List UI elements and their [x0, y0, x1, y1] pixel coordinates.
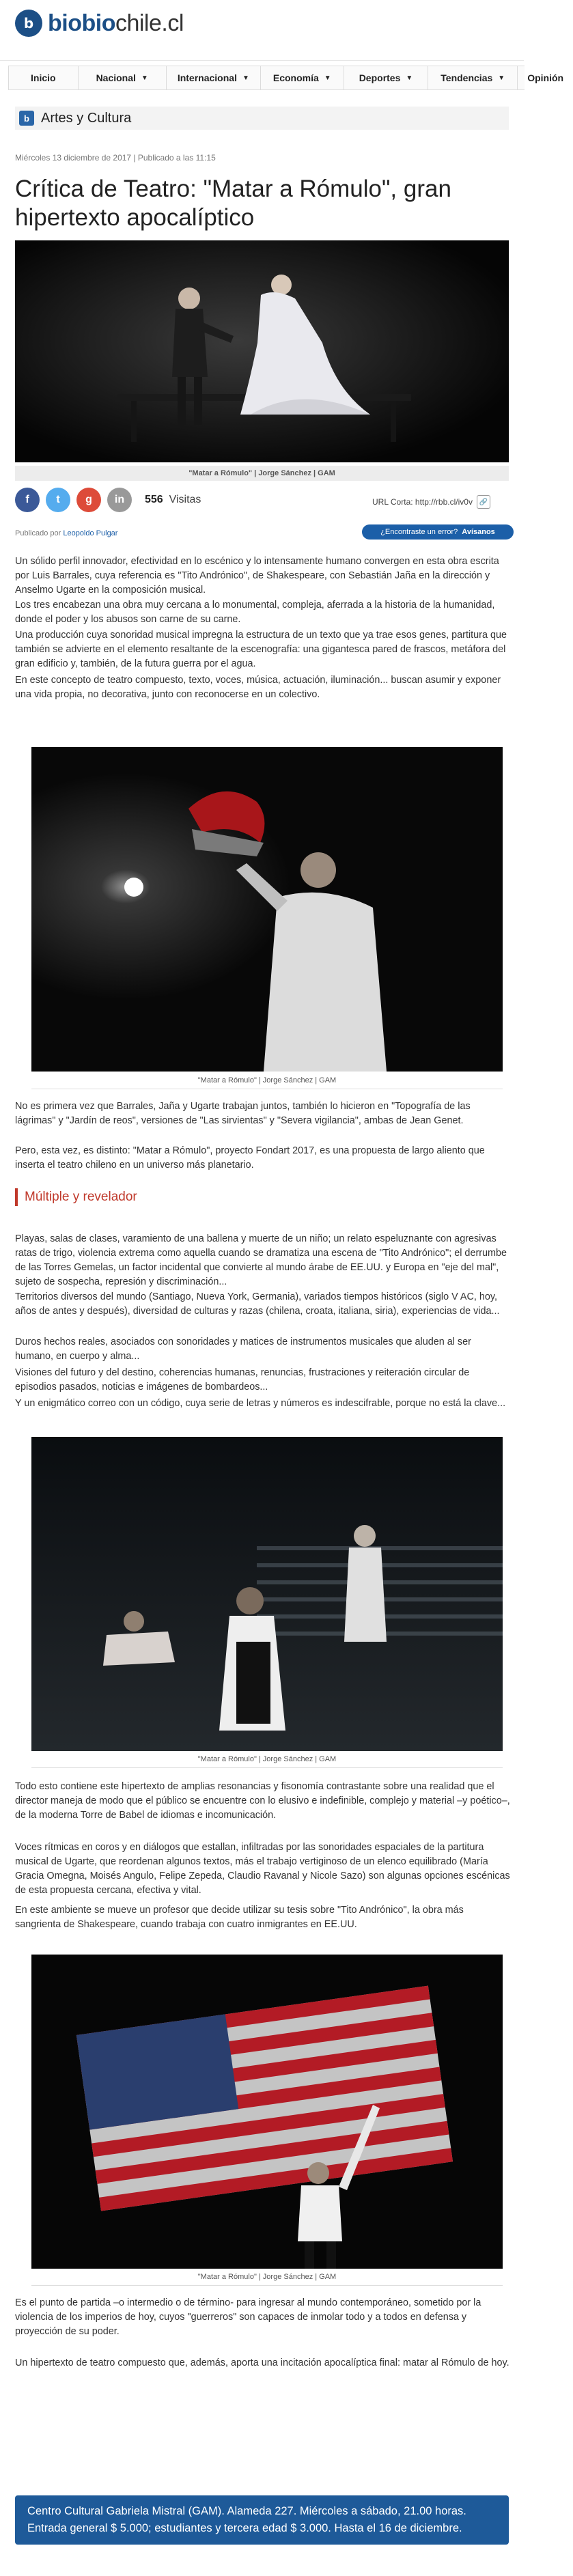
nav-item-opinion[interactable]: [518, 66, 573, 89]
hero-caption: "Matar a Rómulo" | Jorge Sánchez | GAM: [15, 466, 509, 481]
chevron-down-icon: ▼: [406, 74, 413, 82]
logo-icon: b: [15, 10, 42, 37]
short-url-text[interactable]: URL Corta: http://rbb.cl/iv0v: [372, 497, 473, 507]
linkedin-share-button[interactable]: [107, 488, 132, 512]
twitter-icon: t: [56, 494, 60, 505]
article-subheading: Múltiple y revelador: [15, 1188, 520, 1206]
hero-photo: [15, 240, 509, 462]
article-paragraph: Un sólido perfil innovador, efectividad en lo escénico y lo intensamente humano convergen en esta obra escrita por Luis Barrales, cuya referencia es "Tito Andrónico", de Shakespeare, con Sebastián Jaña en la dirección y Anselmo Ugarte en la composición musical.: [15, 556, 499, 596]
article-photo-2: [31, 1437, 503, 1751]
article-paragraph: Una producción cuya sonoridad musical impregna la estructura de un texto que ya trae esos genes, partitura que también se advierte en el elemento resaltante de la escenografía: una gigantesca pared de frascos, metáfora del gran edificio y, también, de la futura guerra por el agua.: [15, 630, 507, 669]
article-date: Miércoles 13 diciembre de 2017 | Publicado a las 11:15: [15, 153, 216, 163]
nav-item-label: Deportes: [359, 72, 401, 83]
section-title[interactable]: Artes y Cultura: [41, 110, 132, 126]
linkedin-icon: in: [114, 494, 125, 505]
nav-item-label: Inicio: [31, 72, 56, 83]
site-header: [0, 0, 524, 61]
nav-item-label: Opinión: [527, 72, 564, 83]
chevron-down-icon: ▼: [324, 74, 331, 82]
main-navigation: [8, 66, 564, 90]
nav-item-label: Nacional: [96, 72, 136, 83]
section-icon: b: [19, 111, 34, 126]
facebook-icon: f: [25, 494, 29, 505]
page-bottom: [0, 2545, 524, 2576]
facebook-share-button[interactable]: [15, 488, 40, 512]
article-image-3-caption: "Matar a Rómulo" | Jorge Sánchez | GAM: [31, 2273, 503, 2286]
social-share-bar: [15, 488, 201, 512]
article-paragraph: Duros hechos reales, asociados con sonoridades y matices de instrumentos musicales que aluden al ser humano, en cuerpo y alma...: [15, 1336, 471, 1362]
article-paragraph: En este concepto de teatro compuesto, texto, voces, música, actuación, iluminación... buscan asumir y exponer una vida propia, no decorativa, junto con reconocerse en un colectivo.: [15, 675, 501, 700]
article-image-1-caption: "Matar a Rómulo" | Jorge Sánchez | GAM: [31, 1076, 503, 1089]
logo-text-bio: biobio: [48, 10, 115, 36]
article-paragraph: Playas, salas de clases, varamiento de una ballena y muerte de un niño; un relato espeluznante con agresivas ratas de trigo, violencia extrema como aquella cuando se dramatiza una escena de "Tito Andrónico"; el derrumbe de las Torres Gemelas, un factor incidental que convierte al mundo árabe de EE.UU. y Europa en "eje del mal", sujeto de sospecha, represión y discriminación...: [15, 1233, 507, 1287]
googleplus-share-button[interactable]: [76, 488, 101, 512]
author-link[interactable]: Leopoldo Pulgar: [63, 529, 118, 537]
article-paragraph: Pero, esta vez, es distinto: "Matar a Rómulo", proyecto Fondart 2017, es una propuesta de largo aliento que inserta el teatro chileno en un universo más planetario.: [15, 1145, 485, 1171]
report-error-button[interactable]: [362, 524, 514, 540]
article-image-2-caption: "Matar a Rómulo" | Jorge Sánchez | GAM: [31, 1755, 503, 1768]
article-paragraph: No es primera vez que Barrales, Jaña y Ugarte trabajan juntos, también lo hicieron en "Topografía de las lágrimas" y "Jardín de reos", versiones de "Las sirvientas" y "Severa vigilancia", ambas de Jean Genet.: [15, 1101, 471, 1126]
short-url: [372, 495, 490, 509]
article-photo-3: [31, 1955, 503, 2269]
chevron-down-icon: ▼: [242, 74, 249, 82]
article-title: Crítica de Teatro: "Matar a Rómulo", gran hipertexto apocalíptico: [15, 176, 451, 231]
report-error-question: ¿Encontraste un error?: [380, 528, 458, 536]
chevron-down-icon: ▼: [141, 74, 148, 82]
logo-text: [48, 10, 184, 37]
event-info-box: [15, 2495, 509, 2545]
section-header: [15, 107, 509, 130]
nav-item-internacional[interactable]: [167, 66, 261, 89]
visits-counter: [145, 494, 201, 506]
twitter-share-button[interactable]: [46, 488, 70, 512]
article-image-1: [31, 747, 503, 1072]
article-paragraph: Todo esto contiene este hipertexto de amplias resonancias y fisonomía contrastante sobre una realidad que el director maneja de modo que el público se encuentre con lo elusivo e indefinible, complejo y material –y poético–, de la moderna Torre de Babel de idiomas e incomunicación.: [15, 1781, 510, 1821]
site-logo[interactable]: [15, 10, 184, 37]
visits-label: Visitas: [169, 494, 201, 505]
nav-item-label: Internacional: [177, 72, 237, 83]
article-paragraph: Voces rítmicas en coros y en diálogos que estallan, infiltradas por las sonoridades espaciales de la partitura musical de Ugarte, que reordenan algunos textos, más el trabajo vertiginoso de un elenco equilibrado (María Gracia Omegna, Moisés Angulo, Felipe Zepeda, Claudio Ravanal y Nicole Sazo) son algunas opciones escénicas de esta propuesta cercana, efectiva y vital.: [15, 1842, 510, 1896]
author-line: [15, 529, 117, 537]
nav-item-inicio[interactable]: [9, 66, 79, 89]
article-paragraph: En este ambiente se mueve un profesor que decide utilizar su tesis sobre "Tito Andrónico", la obra más sangrienta de Shakespeare, cuando trabaja con cuatro inmigrantes en EE.UU.: [15, 1905, 464, 1930]
nav-item-tendencias[interactable]: [428, 66, 518, 89]
nav-item-economia[interactable]: [261, 66, 344, 89]
nav-item-label: Economía: [272, 72, 319, 83]
report-error-action: Avísanos: [462, 528, 495, 536]
article-paragraph: Un hipertexto de teatro compuesto que, además, aporta una incitación apocalíptica final: matar al Rómulo de hoy.: [15, 2357, 509, 2368]
article-paragraph: Es el punto de partida –o intermedio o de término- para ingresar al mundo contemporáneo, sometido por la violencia de los imperios de hoy, cuyos "guerreros" son capaces de inmolar todo y a todos en defensa y proyección de su poder.: [15, 2297, 481, 2337]
author-prefix: Publicado por: [15, 529, 61, 537]
article-paragraph: Territorios diversos del mundo (Santiago, Nueva York, Germania), variados tiempos históricos (siglo V AC, hoy, años de antes y después), diversidad de culturas y razas (chilena, croata, italiana, siria), experiencias de vida...: [15, 1291, 500, 1317]
visits-count: 556: [145, 494, 163, 505]
nav-item-label: Tendencias: [441, 72, 493, 83]
event-info-line: Centro Cultural Gabriela Mistral (GAM). Alameda 227. Miércoles a sábado, 21.00 horas.: [27, 2505, 466, 2517]
event-info-line: Entrada general $ 5.000; estudiantes y tercera edad $ 3.000. Hasta el 16 de diciembre.: [27, 2522, 462, 2534]
article-image-2: [31, 1437, 503, 1751]
logo-text-rest: chile.cl: [115, 10, 184, 36]
article-paragraph: Visiones del futuro y del destino, coherencias humanas, renuncias, frustraciones y reiteración circular de episodios pasados, noticias e imágenes de bombardeos...: [15, 1367, 470, 1392]
chevron-down-icon: ▼: [498, 74, 505, 82]
hero-image: [15, 240, 509, 462]
link-icon[interactable]: 🔗: [477, 495, 490, 509]
article-photo-1: [31, 747, 503, 1072]
nav-item-nacional[interactable]: [79, 66, 167, 89]
article-paragraph: Los tres encabezan una obra muy cercana a lo monumental, compleja, aferrada a la historia de la humanidad, donde el poder y los abusos son carne de su carne.: [15, 600, 495, 625]
article-paragraph: Y un enigmático correo con un código, cuya serie de letras y números es indescifrable, porque no está la clave...: [15, 1398, 506, 1409]
googleplus-icon: g: [85, 494, 92, 505]
article-image-3: [31, 1955, 503, 2269]
nav-item-deportes[interactable]: [344, 66, 429, 89]
